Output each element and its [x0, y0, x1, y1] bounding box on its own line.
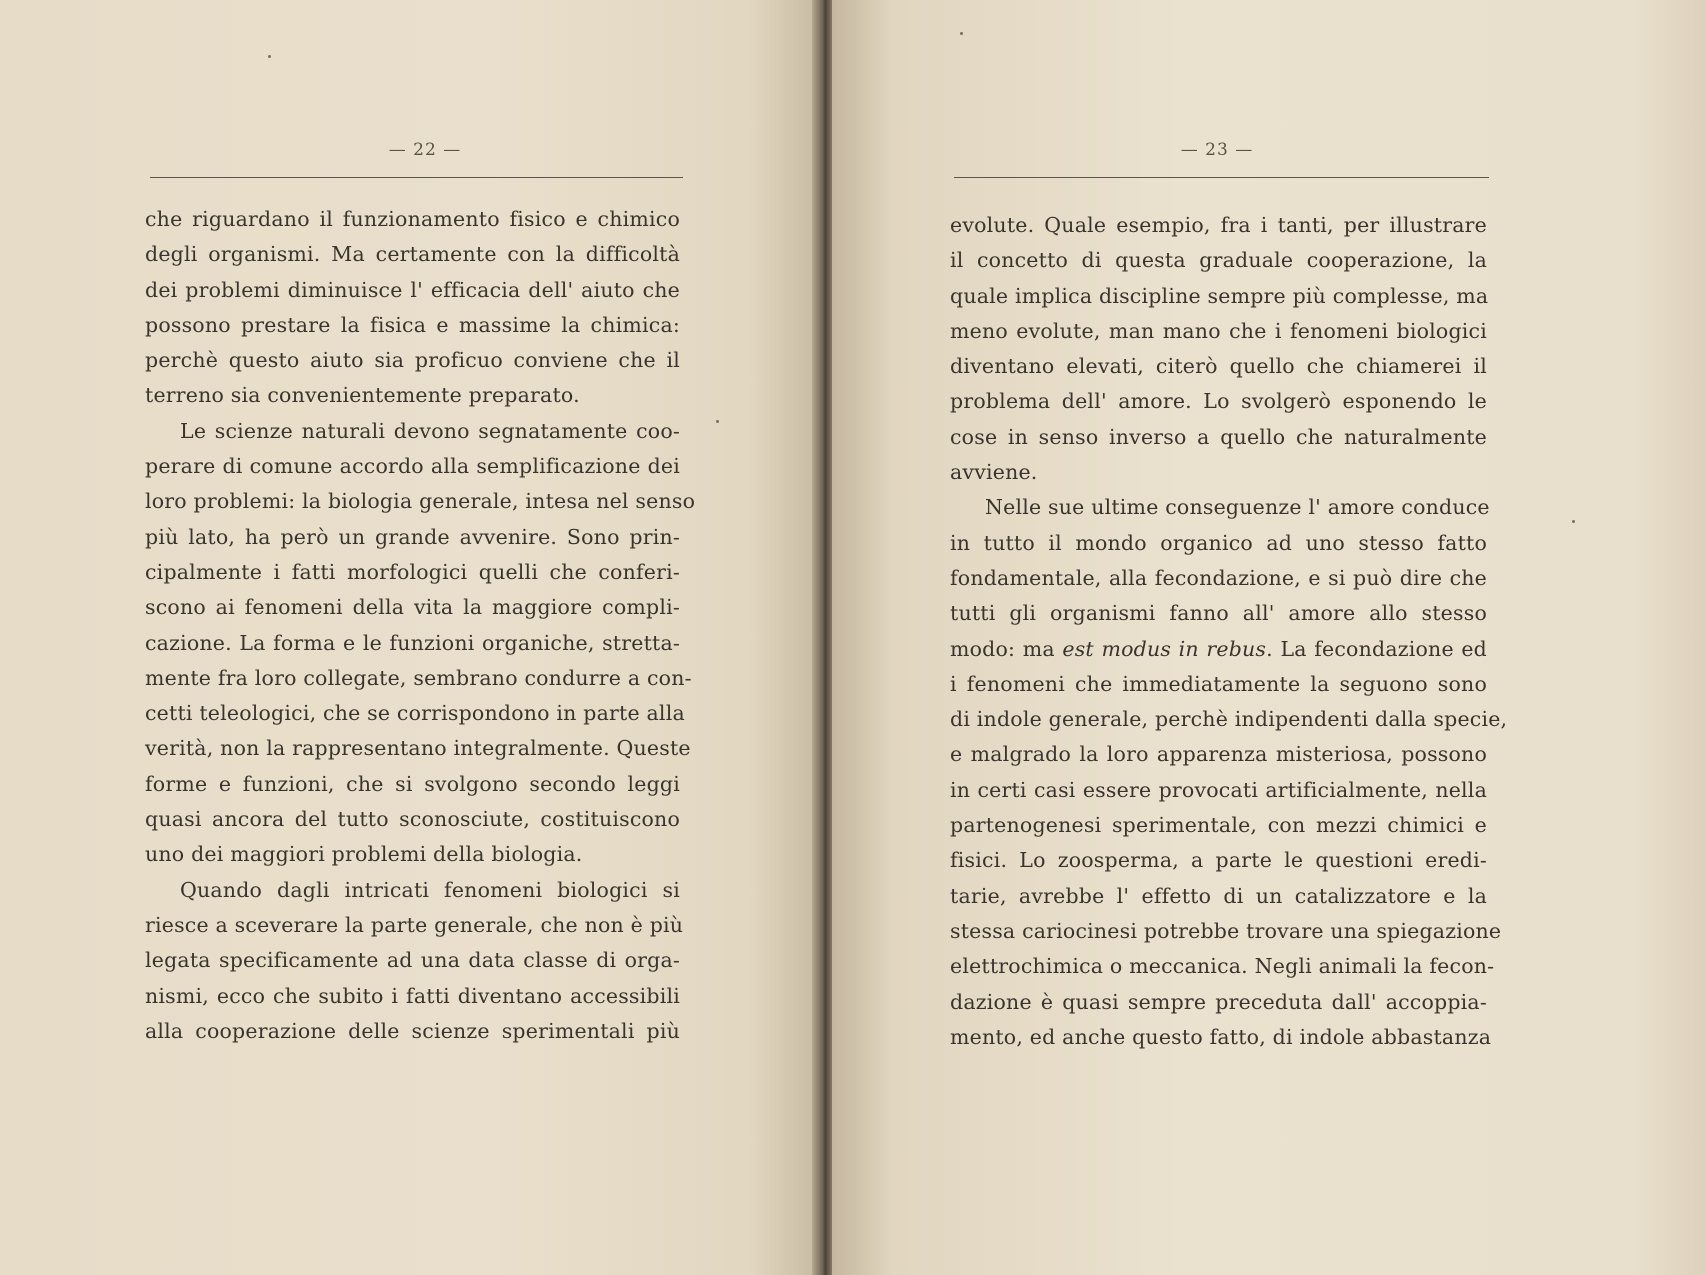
- page-number: — 23 —: [1180, 140, 1254, 160]
- text-line: perchè questo aiuto sia proficuo conviene che il: [145, 348, 680, 373]
- text-line: tarie, avrebbe l' effetto di un catalizzatore e la: [950, 883, 1487, 908]
- text-line: cose in senso inverso a quello che naturalmente: [950, 424, 1487, 449]
- text-line: legata specificamente ad una data classe di orga-: [145, 948, 680, 973]
- text-line: fondamentale, alla fecondazione, e si può dire che: [950, 565, 1487, 590]
- text-line: cazione. La forma e le funzioni organiche, stretta-: [145, 630, 680, 655]
- text-line: e malgrado la loro apparenza misteriosa, possono: [950, 742, 1487, 767]
- page-number: — 22 —: [388, 140, 462, 160]
- text-line: mente fra loro collegate, sembrano condurre a con-: [145, 665, 692, 690]
- paper-speck: [1572, 520, 1575, 523]
- text-line: dei problemi diminuisce l' efficacia dell' aiuto che: [145, 277, 680, 302]
- text-line: Le scienze naturali devono segnatamente coo-: [180, 418, 680, 443]
- text-line: quasi ancora del tutto sconosciute, costituiscono: [145, 807, 680, 832]
- text-line: che riguardano il funzionamento fisico e chimico: [145, 207, 680, 231]
- text-line: quale implica discipline sempre più complesse, ma: [950, 283, 1489, 308]
- left-page-text: [145, 202, 696, 1049]
- text-line: elettrochimica o meccanica. Negli animali la fecon-: [950, 954, 1495, 979]
- text-line: il concetto di questa graduale cooperazione, la: [950, 248, 1487, 273]
- text-line: dazione è quasi sempre preceduta dall' accoppia-: [950, 989, 1487, 1014]
- text-line: verità, non la rappresentano integralmente. Queste: [145, 736, 691, 761]
- italic-phrase: est modus in rebus: [1062, 636, 1267, 661]
- text-line: stessa cariocinesi potrebbe trovare una spiegazione: [950, 918, 1502, 943]
- text-line: fisici. Lo zoosperma, a parte le questioni eredi-: [950, 848, 1487, 873]
- left-page: [0, 0, 815, 1275]
- text-line: più lato, ha però un grande avvenire. Sono prin-: [145, 524, 680, 549]
- text-line: nismi, ecco che subito i fatti diventano accessibili: [145, 983, 680, 1008]
- text-line: problema dell' amore. Lo svolgerò esponendo le: [950, 389, 1487, 414]
- text-line: riesce a sceverare la parte generale, che non è più: [145, 912, 684, 937]
- text-line: in tutto il mondo organico ad uno stesso fatto: [950, 530, 1487, 555]
- text-line: avviene.: [950, 460, 1038, 485]
- paper-speck: [960, 32, 963, 35]
- paper-speck: [268, 55, 271, 58]
- text-line: di indole generale, perchè indipendenti dalla specie,: [950, 707, 1508, 732]
- text-fragment: . La fecondazione ed: [1266, 636, 1488, 661]
- text-line: [950, 632, 1487, 667]
- text-line: evolute. Quale esempio, fra i tanti, per illustrare: [950, 213, 1487, 237]
- paper-speck: [716, 420, 719, 423]
- text-line: meno evolute, man mano che i fenomeni biologici: [950, 318, 1487, 343]
- text-line: mento, ed anche questo fatto, di indole abbastanza: [950, 1024, 1492, 1049]
- text-line: Nelle sue ultime conseguenze l' amore conduce: [985, 495, 1490, 520]
- text-line: scono ai fenomeni della vita la maggiore compli-: [145, 595, 680, 620]
- right-page: [832, 0, 1705, 1275]
- text-line: possono prestare la fisica e massime la chimica:: [145, 312, 680, 337]
- text-fragment: modo: ma: [950, 636, 1063, 661]
- text-line: cipalmente i fatti morfologici quelli che conferi-: [145, 559, 680, 584]
- text-line: partenogenesi sperimentale, con mezzi chimici e: [950, 813, 1487, 838]
- text-line: diventano elevati, citerò quello che chiamerei il: [950, 354, 1487, 379]
- right-page-text: [950, 208, 1508, 1055]
- text-line: perare di comune accordo alla semplificazione dei: [145, 454, 680, 479]
- text-line: loro problemi: la biologia generale, intesa nel senso: [145, 489, 696, 514]
- text-line: in certi casi essere provocati artificialmente, nella: [950, 777, 1487, 802]
- header-rule: [954, 177, 1489, 178]
- text-line: alla cooperazione delle scienze sperimentali più: [145, 1018, 680, 1043]
- text-line: Quando dagli intricati fenomeni biologici si: [180, 877, 680, 902]
- header-rule: [150, 177, 683, 178]
- text-line: cetti teleologici, che se corrispondono in parte alla: [145, 701, 685, 726]
- text-line: tutti gli organismi fanno all' amore allo stesso: [950, 601, 1487, 626]
- text-line: degli organismi. Ma certamente con la difficoltà: [145, 242, 680, 267]
- text-line: forme e funzioni, che si svolgono secondo leggi: [145, 771, 680, 796]
- text-line: i fenomeni che immediatamente la seguono sono: [950, 671, 1487, 696]
- text-line: terreno sia convenientemente preparato.: [145, 383, 580, 408]
- text-line: uno dei maggiori problemi della biologia.: [145, 842, 583, 867]
